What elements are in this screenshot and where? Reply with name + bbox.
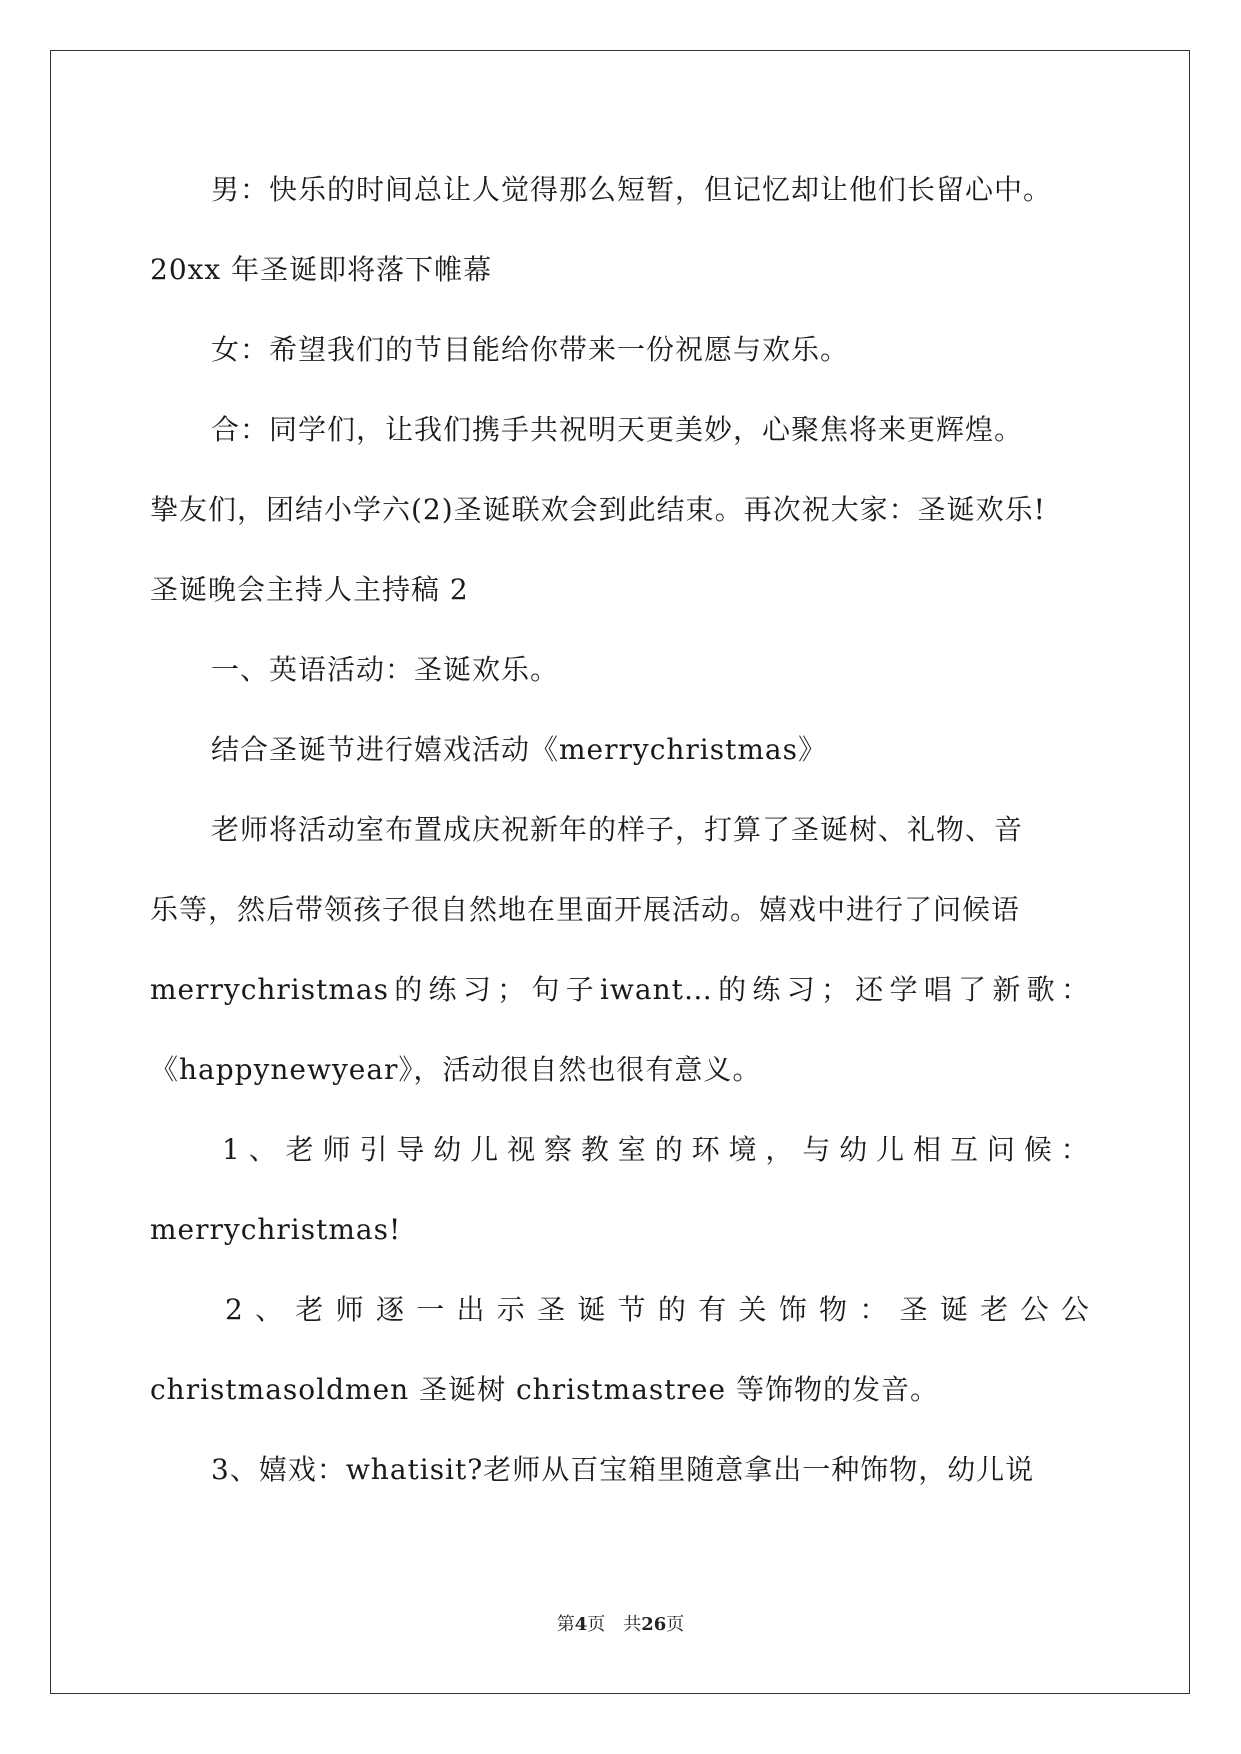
text-segment: ；: [497, 973, 527, 1006]
text-segment: 出: [456, 1293, 486, 1326]
text-segment: 的: [394, 973, 424, 1006]
text-segment: 老: [285, 1133, 315, 1166]
text-segment: 候: [1023, 1133, 1053, 1166]
text-segment: 互: [949, 1133, 979, 1166]
text-segment: 导: [396, 1133, 426, 1166]
text-segment: 1: [222, 1133, 241, 1166]
text-segment: 示: [496, 1293, 526, 1326]
text-line: 挚友们，团结小学六(2)圣诞联欢会到此结束。再次祝大家：圣诞欢乐!: [150, 493, 1046, 526]
text-line: 男：快乐的时间总让人觉得那么短暂，但记忆却让他们长留心中。: [211, 173, 1053, 206]
text-segment: 问: [986, 1133, 1016, 1166]
text-segment: 习: [786, 973, 816, 1006]
text-segment: 老: [295, 1293, 325, 1326]
total-pages-number: 26: [641, 1614, 667, 1635]
text-segment: iwant…: [599, 973, 713, 1006]
text-segment: 诞: [577, 1293, 607, 1326]
text-segment: 歌: [1026, 973, 1056, 1006]
text-segment: 公: [1020, 1293, 1050, 1326]
text-segment: 练: [428, 973, 458, 1006]
text-segment: 与: [802, 1133, 832, 1166]
text-line-justified: [222, 1130, 1090, 1170]
footer-prefix: 第: [556, 1614, 575, 1635]
text-segment: 师: [335, 1293, 365, 1326]
text-segment: 还: [855, 973, 885, 1006]
section-heading: 圣诞晚会主持人主持稿 2: [150, 573, 469, 606]
text-segment: 境: [728, 1133, 758, 1166]
text-line: 20xx 年圣诞即将落下帷幕: [150, 253, 493, 286]
text-line: 老师将活动室布置成庆祝新年的样子，打算了圣诞树、礼物、音: [211, 813, 1024, 846]
footer-middle: 页 共: [587, 1614, 642, 1635]
page-footer: [0, 1613, 1241, 1637]
text-segment: 教: [580, 1133, 610, 1166]
text-line: christmasoldmen 圣诞树 christmastree 等饰物的发音。: [150, 1373, 939, 1406]
text-segment: 圣: [899, 1293, 929, 1326]
text-line: 女：希望我们的节目能给你带来一份祝愿与欢乐。: [211, 333, 850, 366]
text-segment: 室: [617, 1133, 647, 1166]
text-segment: 的: [654, 1133, 684, 1166]
text-segment: 圣: [537, 1293, 567, 1326]
text-segment: 察: [543, 1133, 573, 1166]
text-segment: 环: [691, 1133, 721, 1166]
text-segment: 学: [889, 973, 919, 1006]
text-line: 合：同学们，让我们携手共祝明天更美妙，心聚焦将来更辉煌。: [211, 413, 1024, 446]
text-line-justified: [225, 1290, 1090, 1330]
text-segment: 习: [462, 973, 492, 1006]
text-segment: 的: [657, 1293, 687, 1326]
text-segment: 老: [980, 1293, 1010, 1326]
text-segment: 节: [617, 1293, 647, 1326]
text-segment: 有: [698, 1293, 728, 1326]
text-segment: 2: [225, 1293, 244, 1326]
text-segment: 儿: [876, 1133, 906, 1166]
text-segment: ：: [859, 1293, 889, 1326]
text-line: 一、英语活动：圣诞欢乐。: [211, 653, 560, 686]
text-segment: 诞: [939, 1293, 969, 1326]
text-segment: 逐: [375, 1293, 405, 1326]
text-segment: 视: [507, 1133, 537, 1166]
text-segment: ；: [820, 973, 850, 1006]
text-segment: 了: [958, 973, 988, 1006]
text-segment: 饰: [778, 1293, 808, 1326]
text-line: 结合圣诞节进行嬉戏活动《merrychristmas》: [211, 733, 827, 766]
text-segment: 幼: [839, 1133, 869, 1166]
text-line: 《happynewyear》，活动很自然也很有意义。: [150, 1053, 762, 1086]
text-segment: 一: [416, 1293, 446, 1326]
text-segment: merrychristmas: [150, 973, 389, 1006]
text-segment: 儿: [470, 1133, 500, 1166]
text-line-justified: [150, 970, 1090, 1010]
text-segment: 物: [819, 1293, 849, 1326]
text-segment: 师: [322, 1133, 352, 1166]
text-segment: 幼: [433, 1133, 463, 1166]
text-segment: 句: [531, 973, 561, 1006]
text-segment: 相: [913, 1133, 943, 1166]
text-segment: 、: [255, 1293, 285, 1326]
text-segment: 练: [752, 973, 782, 1006]
text-line: 3、嬉戏：whatisit?老师从百宝箱里随意拿出一种饰物，幼儿说: [211, 1453, 1035, 1486]
page-frame: [50, 50, 1190, 1694]
current-page-number: 4: [574, 1614, 588, 1635]
text-segment: 、: [248, 1133, 278, 1166]
text-segment: ，: [765, 1133, 795, 1166]
text-segment: 的: [718, 973, 748, 1006]
footer-suffix: 页: [666, 1614, 685, 1635]
text-segment: 唱: [923, 973, 953, 1006]
text-segment: 新: [992, 973, 1022, 1006]
text-segment: 公: [1060, 1293, 1090, 1326]
text-line: merrychristmas!: [150, 1213, 402, 1246]
text-segment: 子: [565, 973, 595, 1006]
text-segment: ：: [1060, 1133, 1090, 1166]
text-segment: 关: [738, 1293, 768, 1326]
text-segment: 引: [359, 1133, 389, 1166]
text-segment: ：: [1060, 973, 1090, 1006]
text-line: 乐等，然后带领孩子很自然地在里面开展活动。嬉戏中进行了问候语: [150, 893, 1021, 926]
